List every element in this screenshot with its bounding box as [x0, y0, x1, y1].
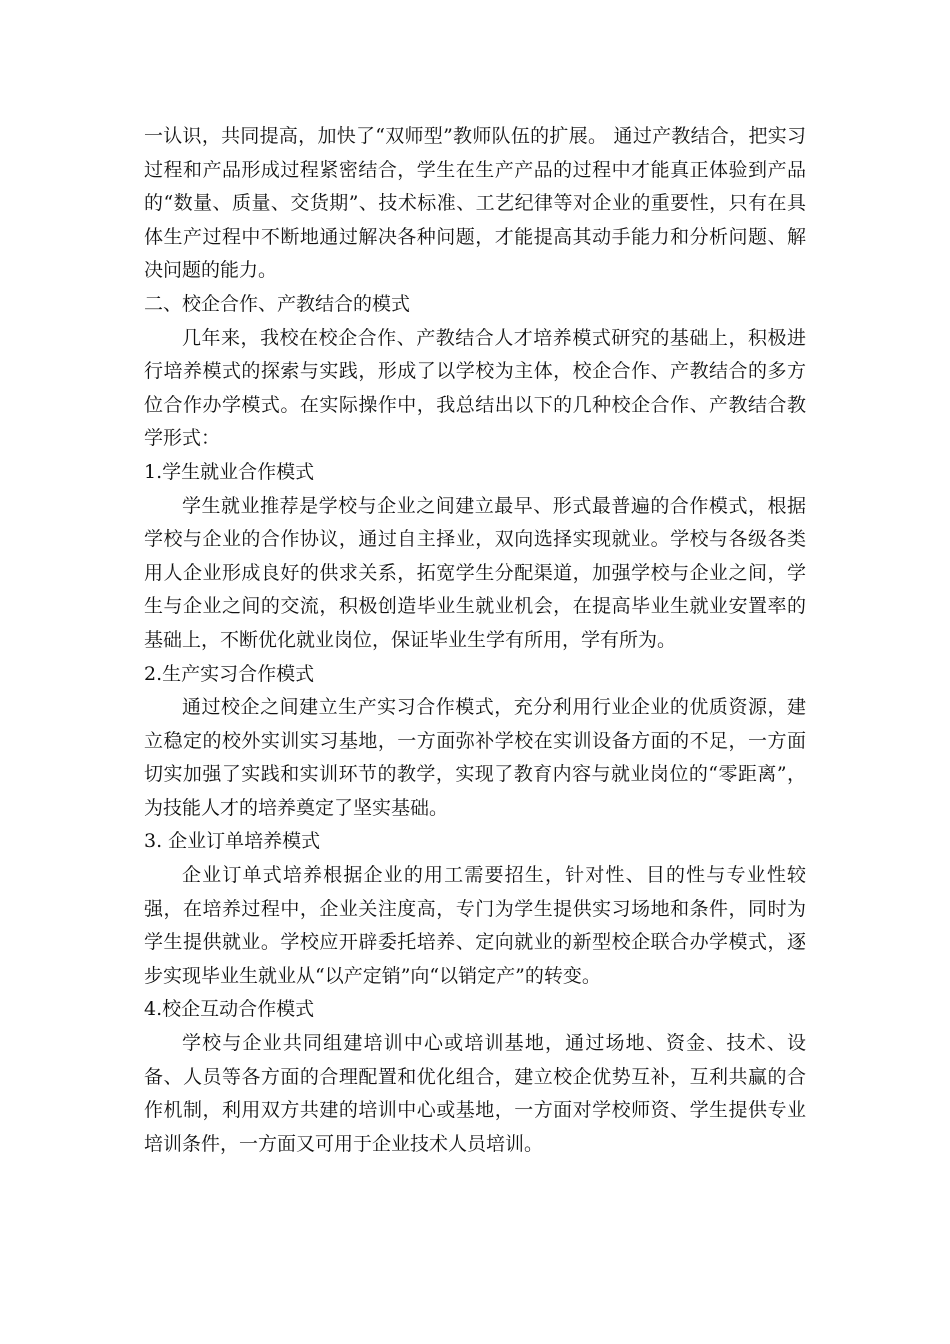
subsection-heading: 2.生产实习合作模式 [144, 662, 315, 685]
document-page [144, 120, 806, 1161]
subsection-heading: 1.学生就业合作模式 [144, 460, 315, 483]
section-heading: 二、校企合作、产教结合的模式 [144, 292, 411, 315]
body-paragraph: 学校与企业共同组建培训中心或培训基地，通过场地、资金、技术、设备、人员等各方面的合理配置和优化组合，建立校企优势互补，互利共赢的合作机制，利用双方共建的培训中心或基地，一方面对学校师资、学生提供专业培训条件，一方面又可用于企业技术人员培训。 [144, 1032, 806, 1155]
subsection-heading: 3. 企业订单培养模式 [144, 830, 321, 853]
body-paragraph: 学生就业推荐是学校与企业之间建立最早、形式最普遍的合作模式，根据学校与企业的合作协议，通过自主择业，双向选择实现就业。学校与各级各类用人企业形成良好的供求关系，拓宽学生分配渠道，加强学校与企业之间，学生与企业之间的交流，积极创造毕业生就业机会，在提高毕业生就业安置率的基础上，不断优化就业岗位，保证毕业生学有所用，学有所为。 [144, 494, 806, 651]
body-paragraph: 几年来，我校在校企合作、产教结合人才培养模式研究的基础上，积极进行培养模式的探索与实践，形成了以学校为主体，校企合作、产教结合的多方位合作办学模式。在实际操作中，我总结出以下的几种校企合作、产教结合教学形式： [144, 326, 806, 450]
subsection-heading: 4.校企互动合作模式 [144, 998, 315, 1021]
body-paragraph: 一认识，共同提高，加快了“双师型”教师队伍的扩展。 通过产教结合，把实习过程和产品形成过程紧密结合，学生在生产产品的过程中才能真正体验到产品的“数量、质量、交货期”、技术标准、工艺纪律等对企业的重要性，只有在具体生产过程中不断地通过解决各种问题，才能提高其动手能力和分析问题、解决问题的能力。 [144, 125, 806, 282]
body-paragraph: 通过校企之间建立生产实习合作模式，充分利用行业企业的优质资源，建立稳定的校外实训实习基地，一方面弥补学校在实训设备方面的不足，一方面切实加强了实践和实训环节的教学，实现了教育内容与就业岗位的“零距离”，为技能人才的培养奠定了坚实基础。 [144, 696, 806, 819]
body-paragraph: 企业订单式培养根据企业的用工需要招生，针对性、目的性与专业性较强，在培养过程中，企业关注度高，专门为学生提供实习场地和条件，同时为学生提供就业。学校应开辟委托培养、定向就业的新型校企联合办学模式，逐步实现毕业生就业从“以产定销”向“以销定产”的转变。 [144, 864, 806, 987]
